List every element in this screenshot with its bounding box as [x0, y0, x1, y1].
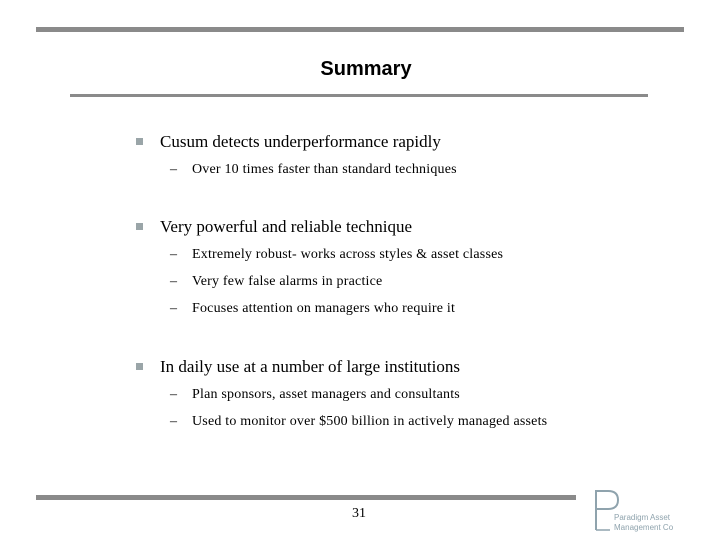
sub-bullet-item — [170, 247, 503, 263]
square-bullet-icon — [136, 138, 143, 145]
sub-bullet-item — [170, 387, 460, 403]
sub-bullet-item — [170, 162, 457, 178]
sub-bullet-text: Plan sponsors, asset managers and consultants — [192, 387, 460, 402]
sub-bullet-text: Used to monitor over $500 billion in actively managed assets — [192, 414, 548, 429]
sub-bullet-item — [170, 414, 547, 430]
dash-icon: – — [170, 387, 178, 402]
bullet-text: Very powerful and reliable technique — [160, 217, 413, 236]
bullet-text: Cusum detects underperformance rapidly — [160, 132, 441, 151]
top-rule — [36, 27, 684, 32]
slide-title: Summary — [320, 58, 412, 80]
sub-bullet-text: Over 10 times faster than standard techniques — [192, 162, 457, 177]
bullet-text: In daily use at a number of large institutions — [160, 357, 460, 376]
sub-bullet-text: Extremely robust- works across styles & asset classes — [192, 247, 504, 262]
logo-p-mark — [596, 491, 618, 509]
dash-icon: – — [170, 414, 178, 429]
square-bullet-icon — [136, 363, 143, 370]
sub-bullet-text: Focuses attention on managers who require it — [192, 301, 456, 316]
title-underline-rule — [70, 94, 648, 97]
page-number: 31 — [352, 506, 366, 521]
logo-line1: Paradigm Asset — [614, 513, 671, 522]
dash-icon: – — [170, 274, 178, 289]
square-bullet-icon — [136, 223, 143, 230]
dash-icon: – — [170, 301, 178, 316]
logo-line2: Management Co — [614, 523, 674, 532]
dash-icon: – — [170, 247, 178, 262]
dash-icon: – — [170, 162, 178, 177]
bottom-rule — [36, 495, 576, 500]
sub-bullet-item — [170, 274, 382, 290]
sub-bullet-item — [170, 301, 455, 317]
company-logo — [588, 488, 688, 536]
sub-bullet-text: Very few false alarms in practice — [192, 274, 383, 289]
